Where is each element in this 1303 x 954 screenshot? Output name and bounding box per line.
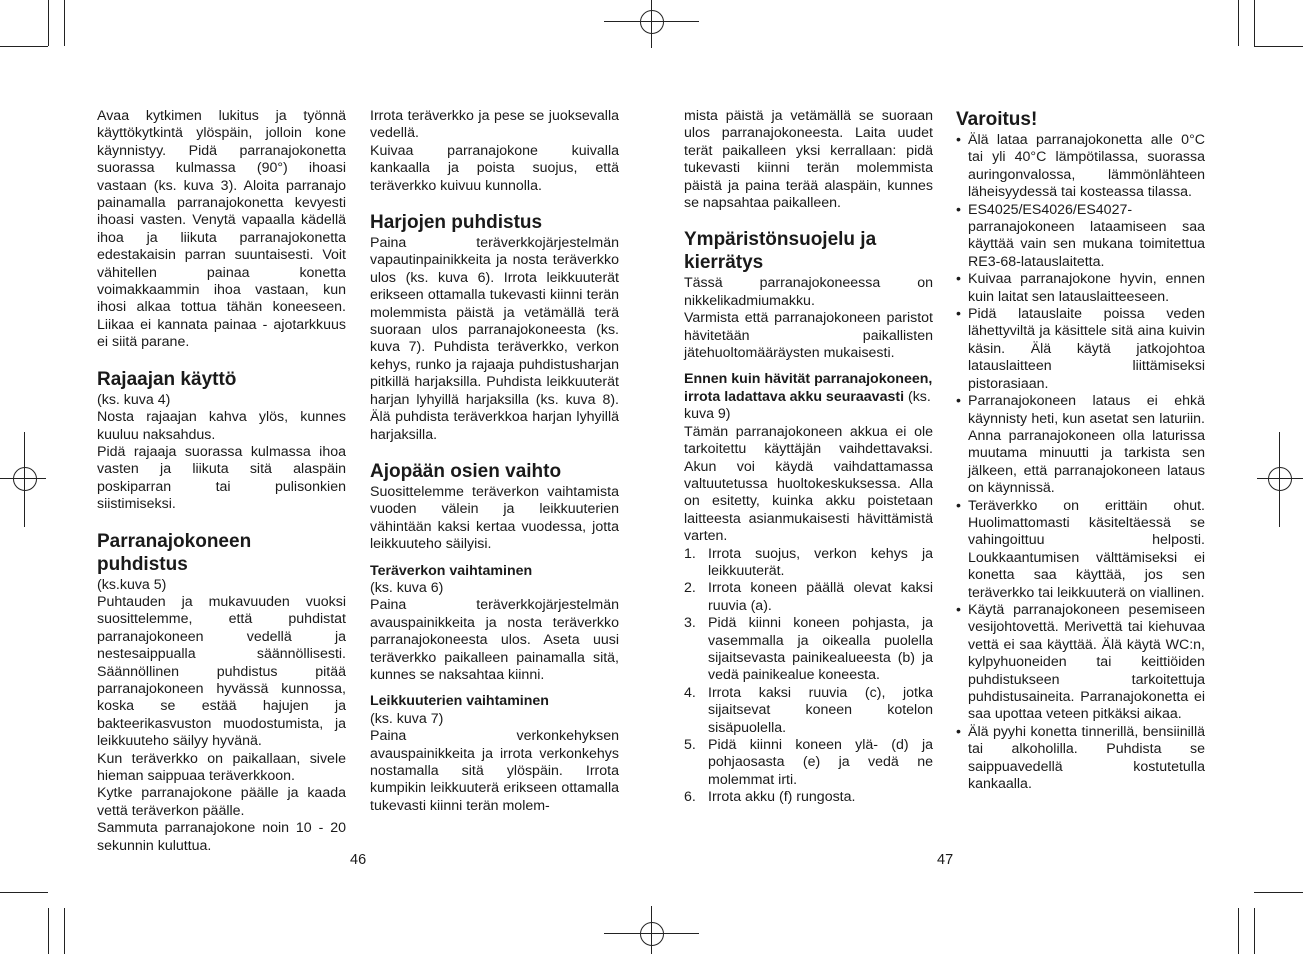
heading-trimmer: Rajaajan käyttö	[97, 368, 237, 390]
column-1	[97, 108, 346, 855]
column-2	[370, 108, 619, 815]
removal-steps-list	[684, 546, 933, 807]
list-item: • Kuivaa parranajokone hyvin, ennen kuin laitat sen latauslaitteeseen.	[956, 271, 1205, 305]
cleaning-paragraph-1: Puhtauden ja mukavuuden vuoksi suosittelemme, että puhdistat parranajokoneen vedellä ja nestesaippualla säännöllisesti. Säännöllinen puhdistus pitää parranajokoneen hyvässä kunnossa, koska se estää hajujen ja bakteerikasvuston muodostumista, ja leikkuuteho säilyy hyvänä.	[97, 593, 346, 750]
battery-removal-lead	[684, 371, 933, 423]
heading-cleaning: Parranajokoneen puhdistus	[97, 530, 252, 575]
rinse-paragraph: Irrota teräverkko ja pese se juoksevalla vedellä.	[370, 108, 619, 142]
heading-environment: Ympäristönsuojelu ja kierrätys	[684, 229, 877, 274]
replace-paragraph: Suosittelemme teräverkon vaihtamista vuoden välein ja leikkuuterien vähintään kaksi kertaa vuodessa, jotta leikkuuteho säilyisi.	[370, 483, 619, 553]
blade-paragraph: Paina verkonkehyksen avauspainikkeita ja irrota verkonkehys nostamalla sitä ylöspäin. Irrota kumpikin leikkuuterä erikseen ottamalla tukevasti kiinni terän molem-	[370, 728, 619, 814]
heading-warning: Varoitus!	[956, 109, 1038, 130]
heading-blade: Leikkuuterien vaihtaminen	[370, 693, 549, 710]
list-item: • Pidä latauslaite poissa veden lähettyviltä ja käsittele sitä aina kuivin käsin. Älä käytä jatkojohtoa latauslaitteen liittämiseksi pistorasiaan.	[956, 306, 1205, 392]
heading-brush: Harjojen puhdistus	[370, 212, 543, 234]
cleaning-ref: (ks.kuva 5)	[97, 576, 167, 593]
blade-ref: (ks. kuva 7)	[370, 710, 444, 727]
list-item: • Älä lataa parranajokonetta alle 0°C tai yli 40°C lämpötilassa, suorassa auringonvalossa, lämmönlähteen läheisyydessä tai kosteassa tilassa.	[956, 132, 1205, 201]
list-item: • Parranajokoneen lataus ei ehkä käynnisty heti, kun asetat sen laturiin. Anna parranajokoneen olla laturissa muutama minuutti ja tarkista sen jälkeen, että parranajokoneen lataus on käynnissä.	[956, 393, 1205, 497]
cleaning-paragraph-4: Sammuta parranajokone noin 10 - 20 sekunnin kuluttua.	[97, 820, 346, 854]
foil-ref: (ks. kuva 6)	[370, 579, 444, 596]
list-item: 4. Irrota kaksi ruuvia (c), jotka sijaitsevat koneen kotelon sisäpuolella.	[684, 684, 933, 736]
cleaning-paragraph-2: Kun teräverkko on paikallaan, sivele hieman saippuaa teräverkkoon.	[97, 750, 346, 784]
dry-paragraph: Kuivaa parranajokone kuivalla kankaalla ja poista suojus, että teräverkko kuivuu kunnolla.	[370, 142, 619, 194]
cleaning-paragraph-3: Kytke parranajokone päälle ja kaada vettä teräverkon päälle.	[97, 785, 346, 819]
blade-continued-paragraph: mista päistä ja vetämällä se suoraan ulos parranajokoneesta. Laita uudet terät paikalleen yksi kerrallaan: pidä tukevasti kiinni terän molemmista päistä ja paina terää alaspäin, kunnes se napsahtaa paikalleen.	[684, 108, 933, 212]
battery-removal-ref: (ks. kuva 9)	[684, 388, 931, 423]
page-number-left: 46	[350, 852, 367, 868]
list-item: • Älä pyyhi konetta tinnerillä, bensiinillä tai alkoholilla. Puhdista se saippuavedellä kostutetulla kankaalla.	[956, 723, 1205, 793]
battery-removal-bold: Ennen kuin hävität parranajokoneen, irrota ladattava akku seuraavasti	[684, 371, 933, 405]
trimmer-paragraph-2: Pidä rajaaja suorassa kulmassa ihoa vasten ja liikuta sitä alaspäin poskiparran tai pulisonkien siistimiseksi.	[97, 443, 346, 513]
intro-paragraph: Avaa kytkimen lukitus ja työnnä käyttökytkintä ylöspäin, jolloin kone käynnistyy. Pidä parranajokonetta suorassa kulmassa (90°) ihoasi vastaan (ks. kuva 3). Aloita parranajo painamalla parranajokonetta kevyesti ihoasi vasten. Venytä vapaalla kädellä ihoa ja liikuta parranajokonetta edestakaisin parran suuntaisesti. Voit vähitellen painaa konetta voimakkaammin ihoa vastaan, kun ihosi alkaa tottua tähän koneeseen. Liikaa ei kannata painaa - ajotarkkuus ei siitä parane.	[97, 108, 346, 351]
list-item: 6. Irrota akku (f) rungosta.	[684, 789, 856, 806]
list-item: 2. Irrota koneen päällä olevat kaksi ruuvia (a).	[684, 580, 933, 614]
list-item: 3. Pidä kiinni koneen pohjasta, ja vasemmalla ja oikealla puolella sijaitsevasta painikealueesta (b) ja vedä painikealue koneesta.	[684, 615, 933, 684]
column-4	[956, 108, 1205, 793]
page-number-right: 47	[937, 852, 954, 868]
list-item: • ES4025/ES4026/ES4027-parranajokoneen lataamiseen saa käyttää vain sen mukana toimitettua RE3-68-latauslaitetta.	[956, 201, 1205, 270]
trimmer-paragraph-1: Nosta rajaajan kahva ylös, kunnes kuuluu naksahdus.	[97, 409, 346, 443]
warning-list	[956, 132, 1205, 793]
list-item: • Teräverkko on erittäin ohut. Huolimattomasti käsiteltäessä se vahingoittuu helposti. Loukkaantumisen välttämiseksi ei konetta saa käyttää, jos sen teräverkko tai leikkuuterä on viallinen.	[956, 497, 1205, 601]
env-paragraph-1: Tässä parranajokoneessa on nikkelikadmiumakku.	[684, 275, 933, 309]
list-item: • Käytä parranajokoneen pesemiseen vesijohtovettä. Merivettä tai kiehuvaa vettä ei saa käyttää. Älä käytä WC:n, kylpyhuoneiden tai keittiöiden puhdistukseen tarkoitettuja puhdistusaineita. Parranajokonetta ei saa upottaa veteen pitkäksi aikaa.	[956, 601, 1205, 723]
brush-paragraph: Paina teräverkkojärjestelmän vapautinpainikkeita ja nosta teräverkko ulos (ks. kuva 6). Irrota leikkuuterät erikseen ottamalla tukevasti kiinni terän molemmista päistä ja vetämällä terä suoraan ulos parranajokoneesta (ks. kuva 7). Puhdista teräverkko, verkon kehys, runko ja rajaaja puhdistusharjan pitkillä harjaksilla. Puhdista leikkuuterät harjan lyhyillä harjaksilla (ks. kuva 8). Älä puhdista teräverkkoa harjan lyhyillä harjaksilla.	[370, 235, 619, 443]
heading-foil: Teräverkon vaihtaminen	[370, 562, 533, 579]
column-3	[684, 108, 933, 807]
list-item: 1. Irrota suojus, verkon kehys ja leikkuuterät.	[684, 545, 933, 579]
env-paragraph-3: Tämän parranajokoneen akkua ei ole tarkoitettu käyttäjän vaihdettavaksi. Akun voi käydä vaihdattamassa valtuutetussa huoltokeskuksessa. Alla on esitetty, kuinka akku poistetaan laitteesta asianmukaisesti hävittämistä varten.	[684, 423, 933, 545]
list-item: 5. Pidä kiinni koneen ylä- (d) ja pohjaosasta (e) ja vedä ne molemmat irti.	[684, 737, 933, 788]
heading-replace: Ajopään osien vaihto	[370, 460, 562, 482]
foil-paragraph: Paina teräverkkojärjestelmän avauspainikkeita ja nosta teräverkko parranajokoneesta ulos. Aseta uusi teräverkko paikalleen painamalla sitä, kunnes se naksahtaa kiinni.	[370, 597, 619, 683]
trimmer-ref: (ks. kuva 4)	[97, 391, 171, 408]
env-paragraph-2: Varmista että parranajokoneen paristot hävitetään paikallisten jätehuoltomääräysten mukaisesti.	[684, 310, 933, 362]
